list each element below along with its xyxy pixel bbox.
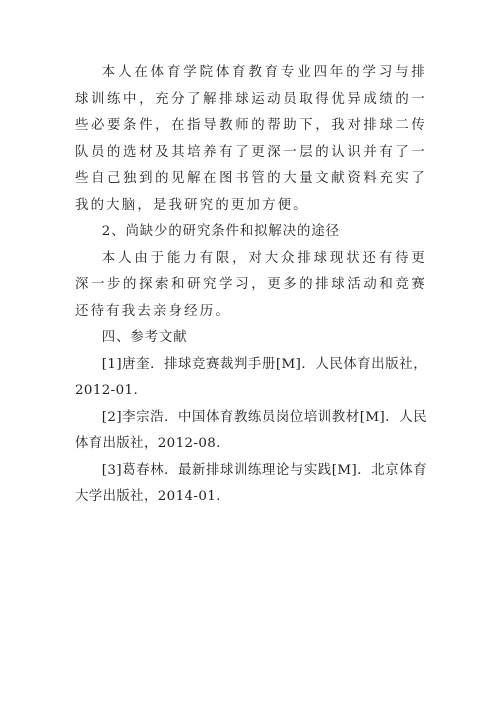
section-heading-missing-conditions: 2、尚缺少的研究条件和拟解决的途径 [101, 224, 340, 239]
document-page [75, 60, 427, 511]
reference-item: [3]葛春林．最新排球训练理论与实践[M]．北京体育大学出版社，2014-01. [75, 462, 427, 504]
section-heading-references: 四、参考文献 [101, 330, 188, 345]
body-paragraph-missing-conditions: 本人由于能力有限，对大众排球现状还有待更深一步的探索和研究学习，更多的排球活动和竞赛还待有我去亲身经历。 [75, 250, 427, 319]
reference-list [75, 352, 427, 511]
body-paragraph-research-basis: 本人在体育学院体育教育专业四年的学习与排球训练中，充分了解排球运动员取得优异成绩的一些必要条件，在指导教师的帮助下，我对排球二传队员的选材及其培养有了更深一层的认识并有了一些自己独到的见解在图书管的大量文献资料充实了我的大脑，是我研究的更加方便。 [75, 65, 427, 213]
reference-item: [2]李宗浩．中国体育教练员岗位培训教材[M]．人民体育出版社，2012-08. [75, 409, 427, 451]
reference-item: [1]唐奎．排球竞赛裁判手册[M]．人民体育出版社，2012-01. [75, 356, 427, 398]
